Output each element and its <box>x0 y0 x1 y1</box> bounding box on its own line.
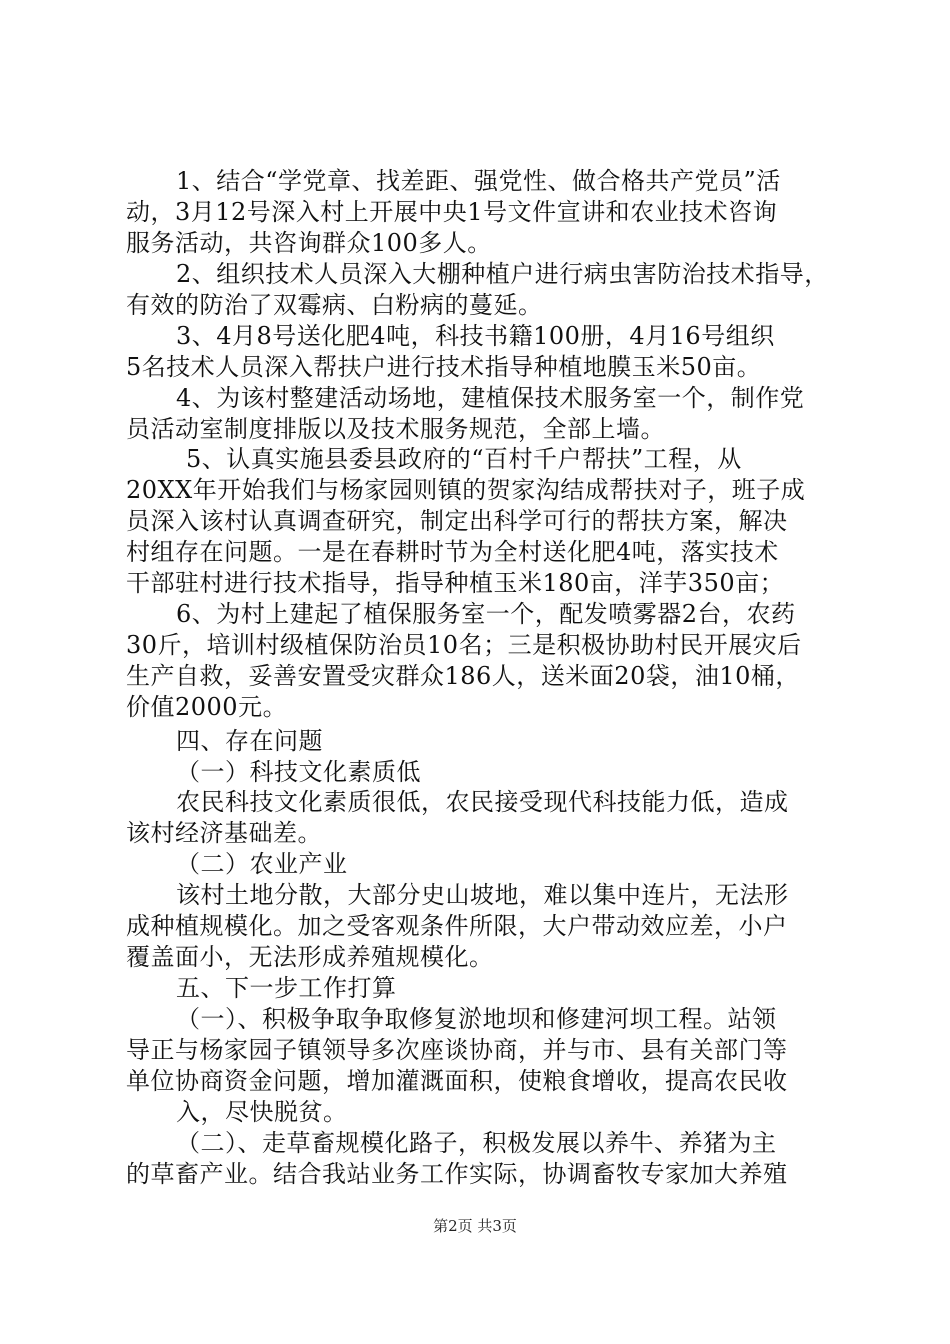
text-line: 4、为该村整建活动场地，建植保技术服务室一个，制作党 <box>176 384 805 412</box>
text-line: 该村经济基础差。 <box>126 819 322 847</box>
text-line: 干部驻村进行技术指导，指导种植玉米180亩，洋芋350亩； <box>126 569 785 597</box>
text-line: 员深入该村认真调查研究，制定出科学可行的帮扶方案，解决 <box>126 507 788 535</box>
text-line: 有效的防治了双霉病、白粉病的蔓延。 <box>126 291 543 319</box>
text-line: 5、认真实施县委县政府的“百村千户帮扶”工程，从 <box>186 445 742 473</box>
text-line: 村组存在问题。一是在春耕时节为全村送化肥4吨，落实技术 <box>126 538 779 566</box>
text-line: 农民科技文化素质很低，农民接受现代科技能力低，造成 <box>176 788 789 816</box>
text-line: 5名技术人员深入帮扶户进行技术指导种植地膜玉米50亩。 <box>126 353 762 381</box>
text-line: 生产自救，妥善安置受灾群众186人，送米面20袋，油10桶， <box>126 662 800 690</box>
text-line: 五、下一步工作打算 <box>176 974 397 1002</box>
text-line: 的草畜产业。结合我站业务工作实际，协调畜牧专家加大养殖 <box>126 1160 788 1188</box>
text-line: 价值2000元。 <box>126 693 288 721</box>
text-line: 20XX年开始我们与杨家园则镇的贺家沟结成帮扶对子，班子成 <box>126 476 806 504</box>
text-line: 入，尽快脱贫。 <box>176 1098 348 1126</box>
text-line: 3、4月8号送化肥4吨，科技书籍100册，4月16号组织 <box>176 322 775 350</box>
text-line: 2、组织技术人员深入大棚种植户进行病虫害防治技术指导， <box>176 260 829 288</box>
text-line: （二）农业产业 <box>176 850 348 878</box>
text-line: （一）、积极争取争取修复淤地坝和修建河坝工程。站领 <box>176 1005 777 1033</box>
text-line: 该村土地分散，大部分史山坡地，难以集中连片，无法形 <box>176 881 789 909</box>
text-line: 员活动室制度排版以及技术服务规范，全部上墙。 <box>126 415 665 443</box>
text-line: 覆盖面小，无法形成养殖规模化。 <box>126 943 494 971</box>
text-line: 6、为村上建起了植保服务室一个，配发喷雾器2台，农药 <box>176 600 796 628</box>
text-line: （一）科技文化素质低 <box>176 758 421 786</box>
text-line: 1、结合“学党章、找差距、强党性、做合格共产党员”活 <box>176 167 781 195</box>
text-line: 导正与杨家园子镇领导多次座谈协商，并与市、县有关部门等 <box>126 1036 788 1064</box>
text-line: 四、存在问题 <box>176 727 323 755</box>
text-line: 服务活动，共咨询群众100多人。 <box>126 229 492 257</box>
text-line: 动，3月12号深入村上开展中央1号文件宣讲和农业技术咨询 <box>126 198 778 226</box>
text-line: 单位协商资金问题，增加灌溉面积，使粮食增收，提高农民收 <box>126 1067 788 1095</box>
text-line: 30斤，培训村级植保防治员10名；三是积极协助村民开展灾后 <box>126 631 802 659</box>
page-footer: 第2页 共3页 <box>433 1217 517 1235</box>
text-line: （二）、走草畜规模化路子，积极发展以养牛、养猪为主 <box>176 1129 777 1157</box>
text-line: 成种植规模化。加之受客观条件所限，大户带动效应差，小户 <box>126 912 788 940</box>
